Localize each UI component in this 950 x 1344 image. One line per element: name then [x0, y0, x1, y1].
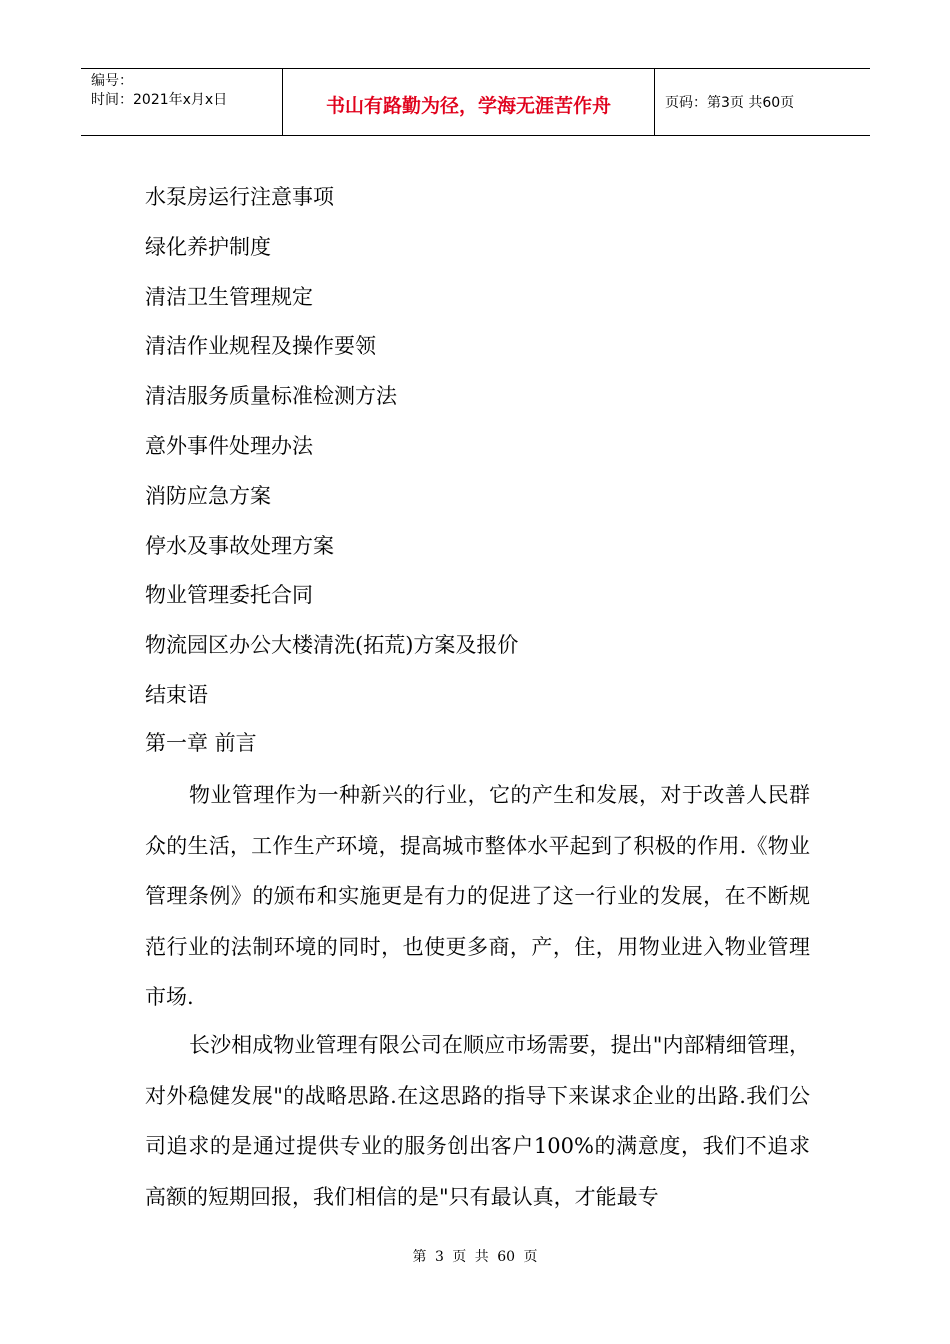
page-footer: 第 3 页 共 60 页	[412, 1249, 538, 1265]
document-date: 时间：2021年x月x日	[91, 92, 228, 108]
toc-item: 清洁卫生管理规定	[145, 284, 313, 309]
body-paragraph: 长沙相成物业管理有限公司在顺应市场需要，提出"内部精细管理，对外稳健发展"的战略思路.在这思路的指导下来谋求企业的出路.我们公司追求的是通过提供专业的服务创出客户100%的满意度，我们不追求高额的短期回报，我们相信的是"只有最认真，才能最专	[145, 1033, 810, 1209]
toc-item: 消防应急方案	[145, 483, 271, 508]
toc-item: 物业管理委托合同	[145, 583, 313, 608]
body-paragraph: 物业管理作为一种新兴的行业，它的产生和发展，对于改善人民群众的生活，工作生产环境，提高城市整体水平起到了积极的作用.《物业管理条例》的颁布和实施更是有力的促进了这一行业的发展，在不断规范行业的法制环境的同时，也使更多商，产，住，用物业进入物业管理市场.	[145, 783, 810, 1009]
toc-item: 水泵房运行注意事项	[145, 185, 334, 209]
header-page-number: 页码：第3页 共60页	[665, 95, 795, 111]
page-header	[81, 68, 870, 136]
toc-item: 停水及事故处理方案	[145, 533, 334, 558]
toc-item: 意外事件处理办法	[145, 433, 313, 458]
toc-item: 结束语	[145, 682, 208, 707]
toc-item: 物流园区办公大楼清洗(拓荒)方案及报价	[145, 633, 519, 658]
header-meta	[81, 69, 283, 135]
header-motto: 书山有路勤为径，学海无涯苦作舟	[283, 69, 655, 135]
toc-item: 清洁服务质量标准检测方法	[145, 384, 397, 409]
document-number-label: 编号：	[91, 73, 133, 89]
toc-item: 清洁作业规程及操作要领	[145, 334, 376, 359]
table-of-contents	[145, 173, 518, 721]
chapter-title: 第一章 前言	[145, 731, 257, 755]
toc-item: 绿化养护制度	[145, 234, 271, 259]
